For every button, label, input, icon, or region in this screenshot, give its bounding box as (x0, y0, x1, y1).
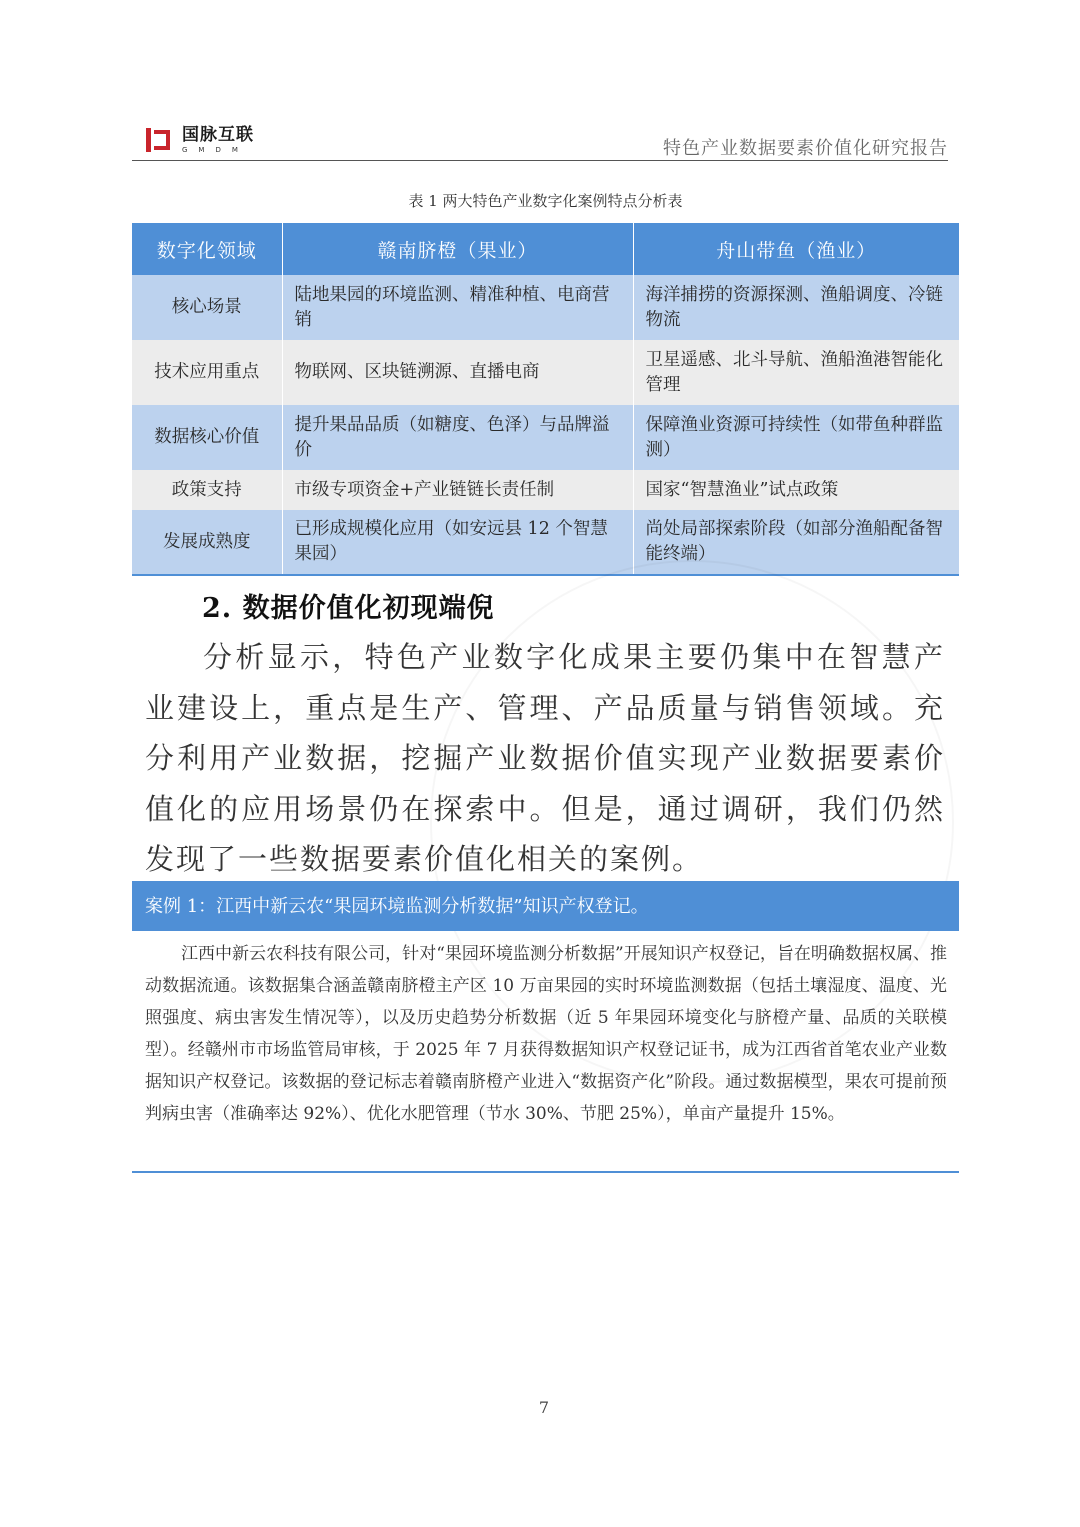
table-header-row (132, 223, 959, 275)
row-label: 发展成熟度 (132, 510, 282, 575)
case-bottom-rule (132, 1171, 959, 1173)
table-cell: 已形成规模化应用（如安远县 12 个智慧果园） (282, 510, 633, 575)
table-cell: 尚处局部探索阶段（如部分渔船配备智能终端） (633, 510, 959, 575)
row-label: 技术应用重点 (132, 340, 282, 405)
table-row (132, 405, 959, 470)
page-number: 7 (538, 1398, 550, 1417)
table-row (132, 275, 959, 340)
case-title-bar: 案例 1：江西中新云农“果园环境监测分析数据”知识产权登记。 (132, 881, 959, 931)
table-cell: 市级专项资金+产业链链长责任制 (282, 470, 633, 510)
table-caption: 表 1 两大特色产业数字化案例特点分析表 (408, 192, 683, 210)
section-paragraph: 分析显示，特色产业数字化成果主要仍集中在智慧产业建设上，重点是生产、管理、产品质量与销售领域。充分利用产业数据，挖掘产业数据价值实现产业数据要素价值化的应用场景仍在探索中。但是，通过调研，我们仍然发现了一些数据要素价值化相关的案例。 (145, 640, 945, 876)
table-cell: 提升果品品质（如糖度、色泽）与品牌溢价 (282, 405, 633, 470)
page-header (132, 122, 948, 161)
table-cell: 海洋捕捞的资源探测、渔船调度、冷链物流 (633, 275, 959, 340)
company-logo (146, 124, 254, 156)
table-cell: 卫星遥感、北斗导航、渔船渔港智能化管理 (633, 340, 959, 405)
case-body-text: 江西中新云农科技有限公司，针对“果园环境监测分析数据”开展知识产权登记，旨在明确数据权属、推动数据流通。该数据集合涵盖赣南脐橙主产区 10 万亩果园的实时环境监测数据（包括土壤湿度、温度、光照强度、病虫害发生情况等），以及历史趋势分析数据（近 5 年果园环境变化与脐橙产量、品质的关联模型）。经赣州市市场监管局审核，于 2025 年 7 月获得数据知识产权登记证书，成为江西省首笔农业产业数据知识产权登记。该数据的登记标志着赣南脐橙产业进入“数据资产化”阶段。通过数据模型，果农可提前预判病虫害（准确率达 92%）、优化水肥管理（节水 30%、节肥 25%），单亩产量提升 15%。 (145, 944, 947, 1124)
table-row (132, 510, 959, 575)
header-cell-domain: 数字化领域 (132, 223, 282, 275)
table-cell: 陆地果园的环境监测、精准种植、电商营销 (282, 275, 633, 340)
report-title: 特色产业数据要素价值化研究报告 (663, 138, 948, 159)
logo-abbr: GMDM (182, 145, 249, 154)
logo-mark-icon (146, 126, 176, 154)
row-label: 数据核心价值 (132, 405, 282, 470)
logo-name: 国脉互联 (182, 124, 254, 145)
table-cell: 保障渔业资源可持续性（如带鱼种群监测） (633, 405, 959, 470)
table-row (132, 340, 959, 405)
section-heading: 2. 数据价值化初现端倪 (202, 593, 495, 624)
table-cell: 国家“智慧渔业”试点政策 (633, 470, 959, 510)
header-cell-navel-orange: 赣南脐橙（果业） (282, 223, 633, 275)
row-label: 政策支持 (132, 470, 282, 510)
row-label: 核心场景 (132, 275, 282, 340)
comparison-table (132, 223, 959, 576)
header-cell-hairtail: 舟山带鱼（渔业） (633, 223, 959, 275)
table-cell: 物联网、区块链溯源、直播电商 (282, 340, 633, 405)
table-row (132, 470, 959, 510)
